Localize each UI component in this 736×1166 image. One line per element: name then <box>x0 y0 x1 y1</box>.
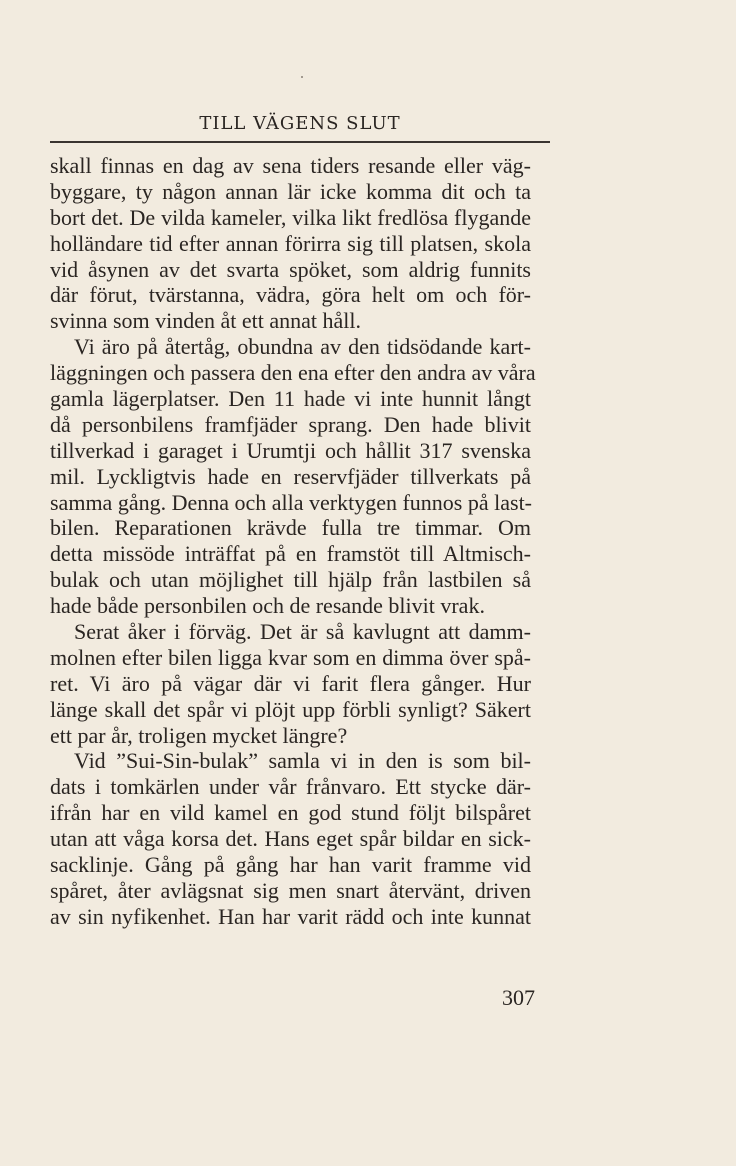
text-line: då personbilens framfjäder sprang. Den hade blivit <box>50 411 531 437</box>
text-line: länge skall det spår vi plöjt upp förbli synligt? Säkert <box>50 696 531 722</box>
text-line: Vid ”Sui-Sin-bulak” samla vi in den is som bil- <box>74 748 531 774</box>
paper-speck <box>301 76 303 78</box>
text-line: Vi äro på återtåg, obundna av den tidsödande kart- <box>74 334 531 360</box>
text-line: sacklinje. Gång på gång har han varit framme vid <box>50 852 531 878</box>
text-line: vid åsynen av det svarta spöket, som aldrig funnits <box>50 256 531 282</box>
text-line: utan att våga korsa det. Hans eget spår bildar en sick- <box>50 826 531 852</box>
text-line: samma gång. Denna och alla verktygen funnos på last- <box>50 489 533 515</box>
running-head: TILL VÄGENS SLUT <box>199 113 401 134</box>
text-line: spåret, åter avlägsnat sig men snart återvänt, driven <box>50 877 531 903</box>
text-line: hade både personbilen och de resande blivit vrak. <box>50 593 485 619</box>
text-line: ret. Vi äro på vägar där vi farit flera gånger. Hur <box>50 670 531 696</box>
text-line: svinna som vinden åt ett annat håll. <box>50 308 361 334</box>
text-line: detta missöde inträffat på en framstöt till Altmisch- <box>50 541 531 567</box>
text-line: skall finnas en dag av sena tiders resande eller väg- <box>50 153 531 178</box>
text-line: ett par år, troligen mycket längre? <box>50 722 348 748</box>
text-line: bilen. Reparationen krävde fulla tre timmar. Om <box>50 515 531 541</box>
text-line: bulak och utan möjlighet till hjälp från lastbilen så <box>50 567 531 593</box>
text-line: läggningen och passera den ena efter den andra av våra <box>50 360 536 386</box>
text-line: där förut, tvärstanna, vädra, göra helt om och för- <box>50 282 531 308</box>
text-line: mil. Lyckligtvis hade en reservfjäder tillverkats på <box>50 463 531 489</box>
text-line: ifrån har en vild kamel en god stund följt bilspåret <box>50 800 531 826</box>
text-line: molnen efter bilen ligga kvar som en dimma över spå- <box>50 644 531 670</box>
text-line: holländare tid efter annan förirra sig till platsen, skola <box>50 230 531 256</box>
body-text <box>50 153 536 930</box>
text-line: dats i tomkärlen under vår frånvaro. Ett stycke där- <box>50 774 531 800</box>
text-line: byggare, ty någon annan lär icke komma dit och ta <box>50 178 531 204</box>
text-line: tillverkad i garaget i Urumtji och hållit 317 svenska <box>50 437 531 463</box>
text-line: av sin nyfikenhet. Han har varit rädd och inte kunnat <box>50 903 531 929</box>
text-line: Serat åker i förväg. Det är så kavlugnt att damm- <box>74 619 531 645</box>
page-number: 307 <box>502 985 535 1010</box>
text-line: gamla lägerplatser. Den 11 hade vi inte hunnit långt <box>50 386 531 412</box>
text-line: bort det. De vilda kameler, vilka likt fredlösa flygande <box>50 204 531 230</box>
header-rule <box>50 141 550 143</box>
